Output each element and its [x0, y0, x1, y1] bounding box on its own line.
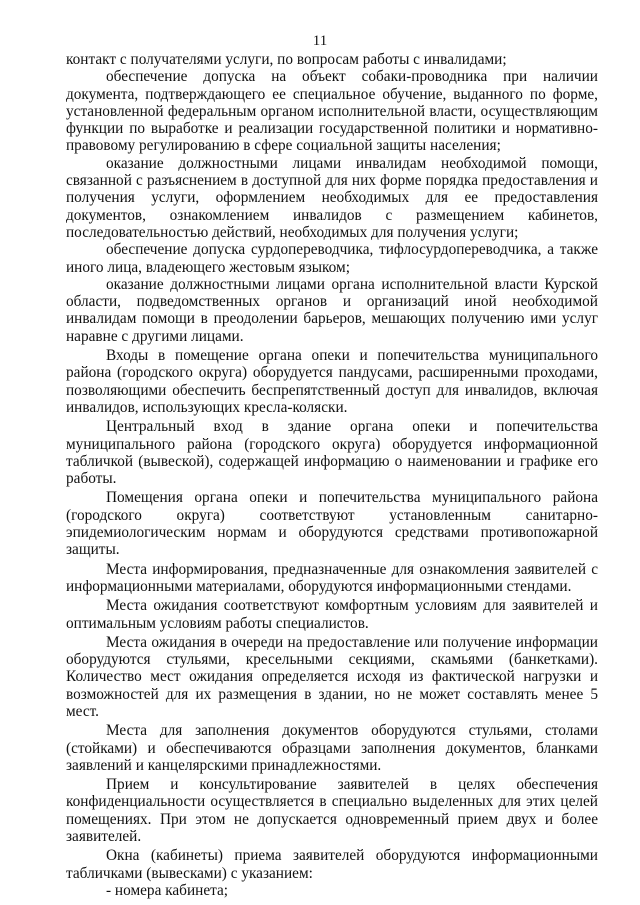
paragraph-9: Места информирования, предназначенные для ознакомления заявителей с информационными материалами, оборудуются информационными стендами.	[66, 560, 598, 595]
paragraph-4: обеспечение допуска сурдопереводчика, тифлосурдопереводчика, а также иного лица, владеющего жестовым языком;	[66, 241, 598, 276]
paragraph-13: Прием и консультирование заявителей в целях обеспечения конфиденциальности осуществляется в специально выделенных для этих целей помещениях. При этом не допускается одновременный прием двух и более заявителей.	[66, 776, 598, 846]
paragraph-10: Места ожидания соответствуют комфортным условиям для заявителей и оптимальным условиям работы специалистов.	[66, 597, 598, 632]
page-number: 11	[312, 33, 328, 49]
paragraph-6: Входы в помещение органа опеки и попечительства муниципального района (городского округа) оборудуется пандусами, расширенными проходами, позволяющими обеспечить беспрепятственный доступ для инвалидов, включая инвалидов, использующих кресла-коляски.	[66, 347, 598, 416]
document-body	[66, 51, 598, 899]
paragraph-8: Помещения органа опеки и попечительства муниципального района (городского округа) соответствуют установленным санитарно-эпидемиологическим нормам и оборудуются средствами противопожарной защиты.	[66, 489, 598, 559]
paragraph-15: - номера кабинета;	[106, 881, 229, 899]
paragraph-12: Места для заполнения документов оборудуются стульями, столами (стойками) и обеспечиваются образцами заполнения документов, бланками заявлений и канцелярскими принадлежностями.	[66, 722, 598, 774]
paragraph-5: оказание должностными лицами органа исполнительной власти Курской области, подведомственных органов и организаций иной необходимой инвалидам помощи в преодолении барьеров, мешающих получению ими услуг наравне с другими лицами.	[66, 275, 598, 345]
paragraph-11: Места ожидания в очереди на предоставление или получение информации оборудуются стульями, кресельными секциями, скамьями (банкетками). Количество мест ожидания определяется исходя из фактической нагрузки и возможностей для их размещения в здании, но не может составлять менее 5 мест.	[66, 633, 598, 720]
paragraph-7: Центральный вход в здание органа опеки и попечительства муниципального района (городского округа) оборудуется информационной табличкой (вывеской), содержащей информацию о наименовании и графике его работы.	[66, 418, 598, 488]
paragraph-3: оказание должностными лицами инвалидам необходимой помощи, связанной с разъяснением в доступной для них форме порядка предоставления и получения услуги, оформлением необходимых для ее предоставления документов, ознакомлением инвалидов с размещением кабинетов, последовательностью действий, необходимых для получения услуги;	[66, 154, 598, 241]
paragraph-2: обеспечение допуска на объект собаки-проводника при наличии документа, подтверждающего ее специальное обучение, выданного по форме, установленной федеральным органом исполнительной власти, осуществляющим функции по выработке и реализации государственной политики и нормативно-правовому регулированию в сфере социальной защиты населения;	[66, 68, 598, 155]
paragraph-1: контакт с получателями услуги, по вопросам работы с инвалидами;	[66, 51, 507, 68]
paragraph-14: Окна (кабинеты) приема заявителей оборудуются информационными табличками (вывесками) с указанием:	[66, 847, 598, 882]
